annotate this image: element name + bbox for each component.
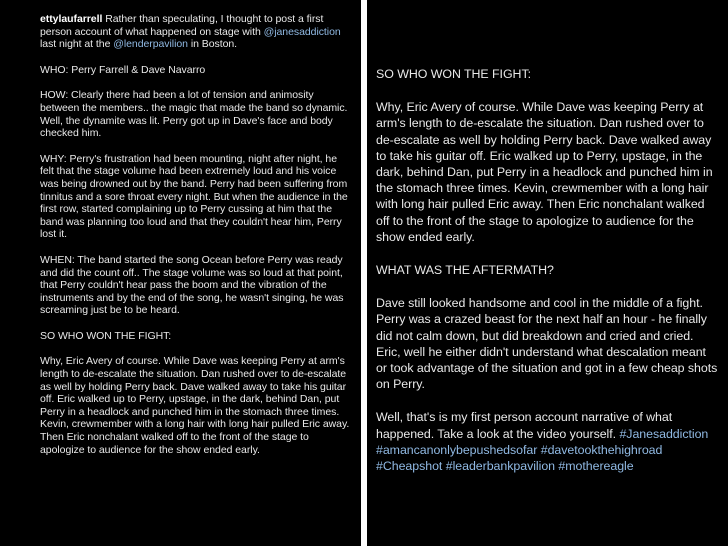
- fight-paragraph: Why, Eric Avery of course. While Dave was keeping Perry at arm's length to de-escalate the situation. Dan rushed over to de-escalate as well by holding Perry back. Dave walked away to take his guitar off. Eric walked up to Perry, upstage, in the dark, behind Dan, put Perry in a headlock and punched him in the stomach three times. Kevin, crewmember with a long hair with long hair pulled Eric away. Then Eric nonchalant walked off to the front of the stage to apologize to audience for the show ended early.: [40, 355, 350, 456]
- mention-lenderpavilion[interactable]: @lenderpavilion: [113, 38, 188, 51]
- hashtag-link[interactable]: #leaderbankpavilion: [445, 459, 556, 474]
- hashtag-link[interactable]: #mothereagle: [558, 459, 634, 474]
- hashtag-link[interactable]: #Cheapshot: [376, 459, 443, 474]
- hashtag-link[interactable]: #amancanonlybepushedsofar: [376, 442, 538, 457]
- right-screenshot-panel: [367, 0, 728, 546]
- intro-text-2: last night at the: [40, 38, 114, 51]
- why-paragraph: WHY: Perry's frustration had been mounting, night after night, he felt that the stage volume had been extremely loud and his voice was being drowned out by the band. Perry had been suffering from tinnitus and a sore throat every night. But when the audience in the first row, started complaining up to Perry cussing at him that the band was planning too loud and that they couldn't hear him, Perry lost it.: [40, 152, 348, 241]
- fight-heading: SO WHO WON THE FIGHT:: [376, 67, 531, 81]
- hashtag-link[interactable]: #davetookthehighroad: [540, 442, 663, 457]
- username-link[interactable]: ettylaufarrell: [40, 13, 103, 25]
- aftermath-paragraph: Dave still looked handsome and cool in the middle of a fight. Perry was a crazed beast for the next half an hour - he finally did not calm down, but did breakdown and cried and cried. Eric, well he either didn't understand what descalation meant or took advantage of the situation and got in a few cheap shots on Perry.: [376, 296, 718, 392]
- who-paragraph: WHO: Perry Farrell & Dave Navarro: [40, 63, 206, 76]
- intro-text-1: Rather than speculating, I thought to post a first person account of what happened on stage with: [40, 13, 324, 38]
- fight-paragraph: Why, Eric Avery of course. While Dave was keeping Perry at arm's length to de-escalate the situation. Dan rushed over to de-escalate as well by holding Perry back. Dave walked away to take his guitar off. Eric walked up to Perry, upstage, in the dark, behind Dan, put Perry in a headlock and punched him in the stomach three times. Kevin, crewmember with a long hair with long hair pulled Eric away. Then Eric nonchalant walked off to the front of the stage to apologize to audience for the show ended early.: [376, 100, 713, 244]
- fight-heading: SO WHO WON THE FIGHT:: [40, 329, 172, 342]
- when-paragraph: WHEN: The band started the song Ocean before Perry was ready and did the count off.. The stage volume was so loud at that point, that Perry couldn't hear pass the boom and the vibration of the instruments and by the end of the song, he wasn't singing, he was screaming just be to be heard.: [40, 253, 344, 317]
- hashtag-link[interactable]: #Janesaddiction: [619, 426, 709, 441]
- mention-janesaddiction[interactable]: @janesaddiction: [263, 25, 341, 38]
- left-screenshot-panel: [0, 0, 361, 546]
- how-paragraph: HOW: Clearly there had been a lot of tension and animosity between the members.. the magic that made the band so dynamic. Well, the dynamite was lit. Perry got up in Dave's face and body checked him.: [40, 89, 348, 140]
- closing-text: Well, that's is my first person account narrative of what happened. Take a look at the video yourself.: [376, 410, 673, 441]
- aftermath-heading: WHAT WAS THE AFTERMATH?: [376, 263, 554, 278]
- intro-text-3: in Boston.: [187, 38, 238, 51]
- closing-paragraph: [376, 409, 718, 474]
- caption-intro: [40, 13, 351, 51]
